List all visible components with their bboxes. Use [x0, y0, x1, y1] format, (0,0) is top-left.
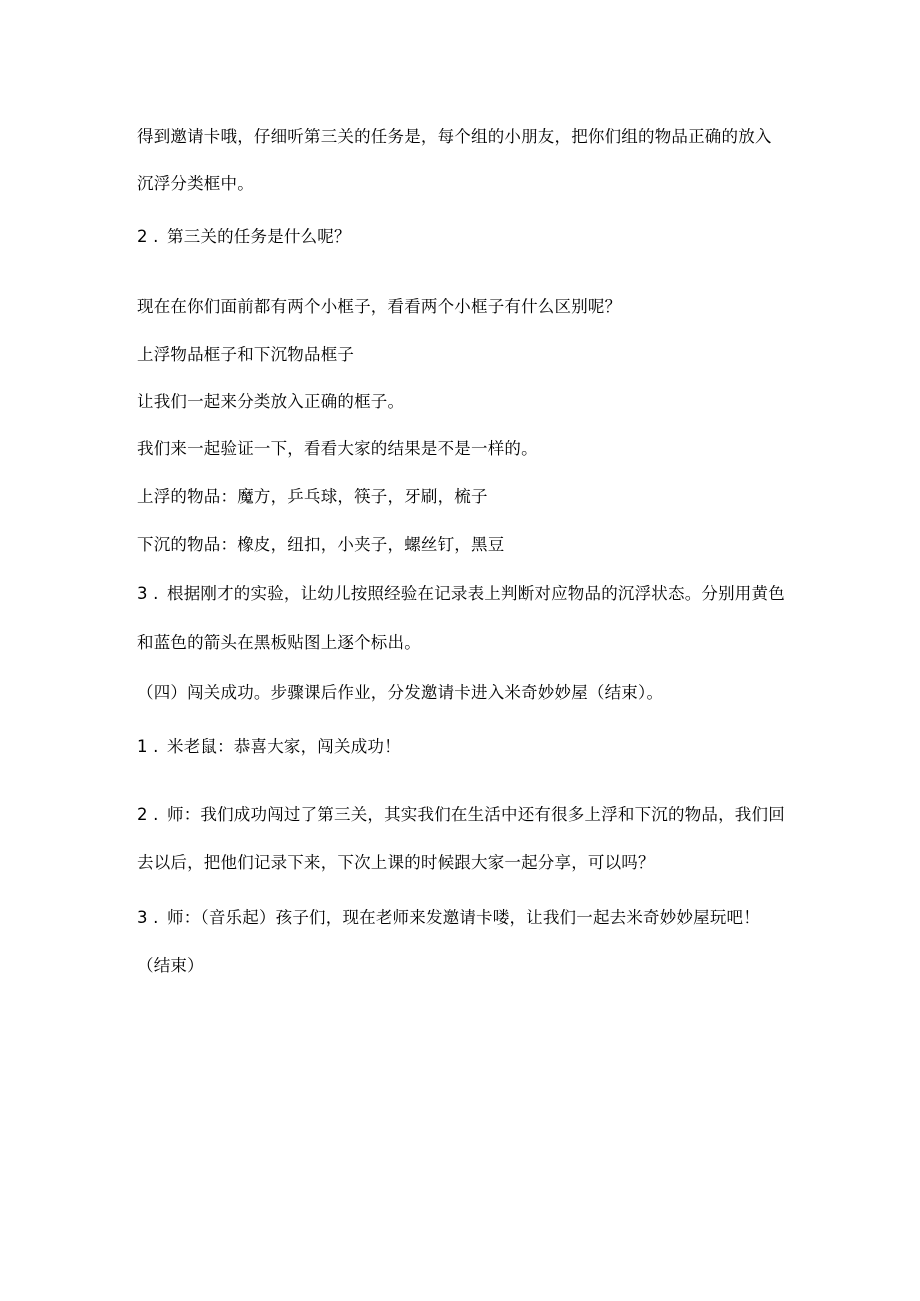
- floating-items-line: 上浮的物品：魔方，乒乓球，筷子，牙刷，梳子: [137, 487, 488, 506]
- paragraph-line: 得到邀请卡哦，仔细听第三关的任务是，每个组的小朋友，把你们组的物品正确的放入: [137, 127, 772, 146]
- paragraph-line: 现在在你们面前都有两个小框子，看看两个小框子有什么区别呢？: [137, 297, 622, 316]
- numbered-item-3: 3 . 师：（音乐起）孩子们，现在老师来发邀请卡喽，让我们一起去米奇妙妙屋玩吧！: [137, 908, 760, 927]
- item-number: 3 .: [137, 908, 159, 927]
- paragraph-line: 上浮物品框子和下沉物品框子: [137, 345, 355, 364]
- paragraph-line: 我们来一起验证一下，看看大家的结果是不是一样的。: [137, 439, 538, 458]
- item-number: 2 .: [137, 805, 159, 824]
- numbered-item-2: 2 . 第三关的任务是什么呢？: [137, 227, 351, 246]
- item-number: 1 .: [137, 737, 159, 756]
- numbered-item-1: 1 . 米老鼠：恭喜大家，闯关成功！: [137, 737, 401, 756]
- numbered-item-3: 3 . 根据刚才的实验，让幼儿按照经验在记录表上判断对应物品的沉浮状态。分别用黄色: [137, 584, 785, 603]
- numbered-item-2: 2 . 师：我们成功闯过了第三关，其实我们在生活中还有很多上浮和下沉的物品，我们回: [137, 805, 785, 824]
- paragraph-line: （结束）: [137, 956, 204, 975]
- section-heading: （四）闯关成功。步骤课后作业，分发邀请卡进入米奇妙妙屋（结束）。: [137, 683, 664, 702]
- item-number: 2 .: [137, 227, 159, 246]
- paragraph-line: 去以后，把他们记录下来，下次上课的时候跟大家一起分享，可以吗？: [137, 853, 655, 872]
- paragraph-line: 让我们一起来分类放入正确的框子。: [137, 392, 405, 411]
- paragraph-line: 沉浮分类框中。: [137, 174, 254, 193]
- sinking-items-line: 下沉的物品：橡皮，纽扣，小夹子，螺丝钉，黑豆: [137, 535, 505, 554]
- paragraph-line: 和蓝色的箭头在黑板贴图上逐个标出。: [137, 633, 421, 652]
- item-number: 3 .: [137, 584, 159, 603]
